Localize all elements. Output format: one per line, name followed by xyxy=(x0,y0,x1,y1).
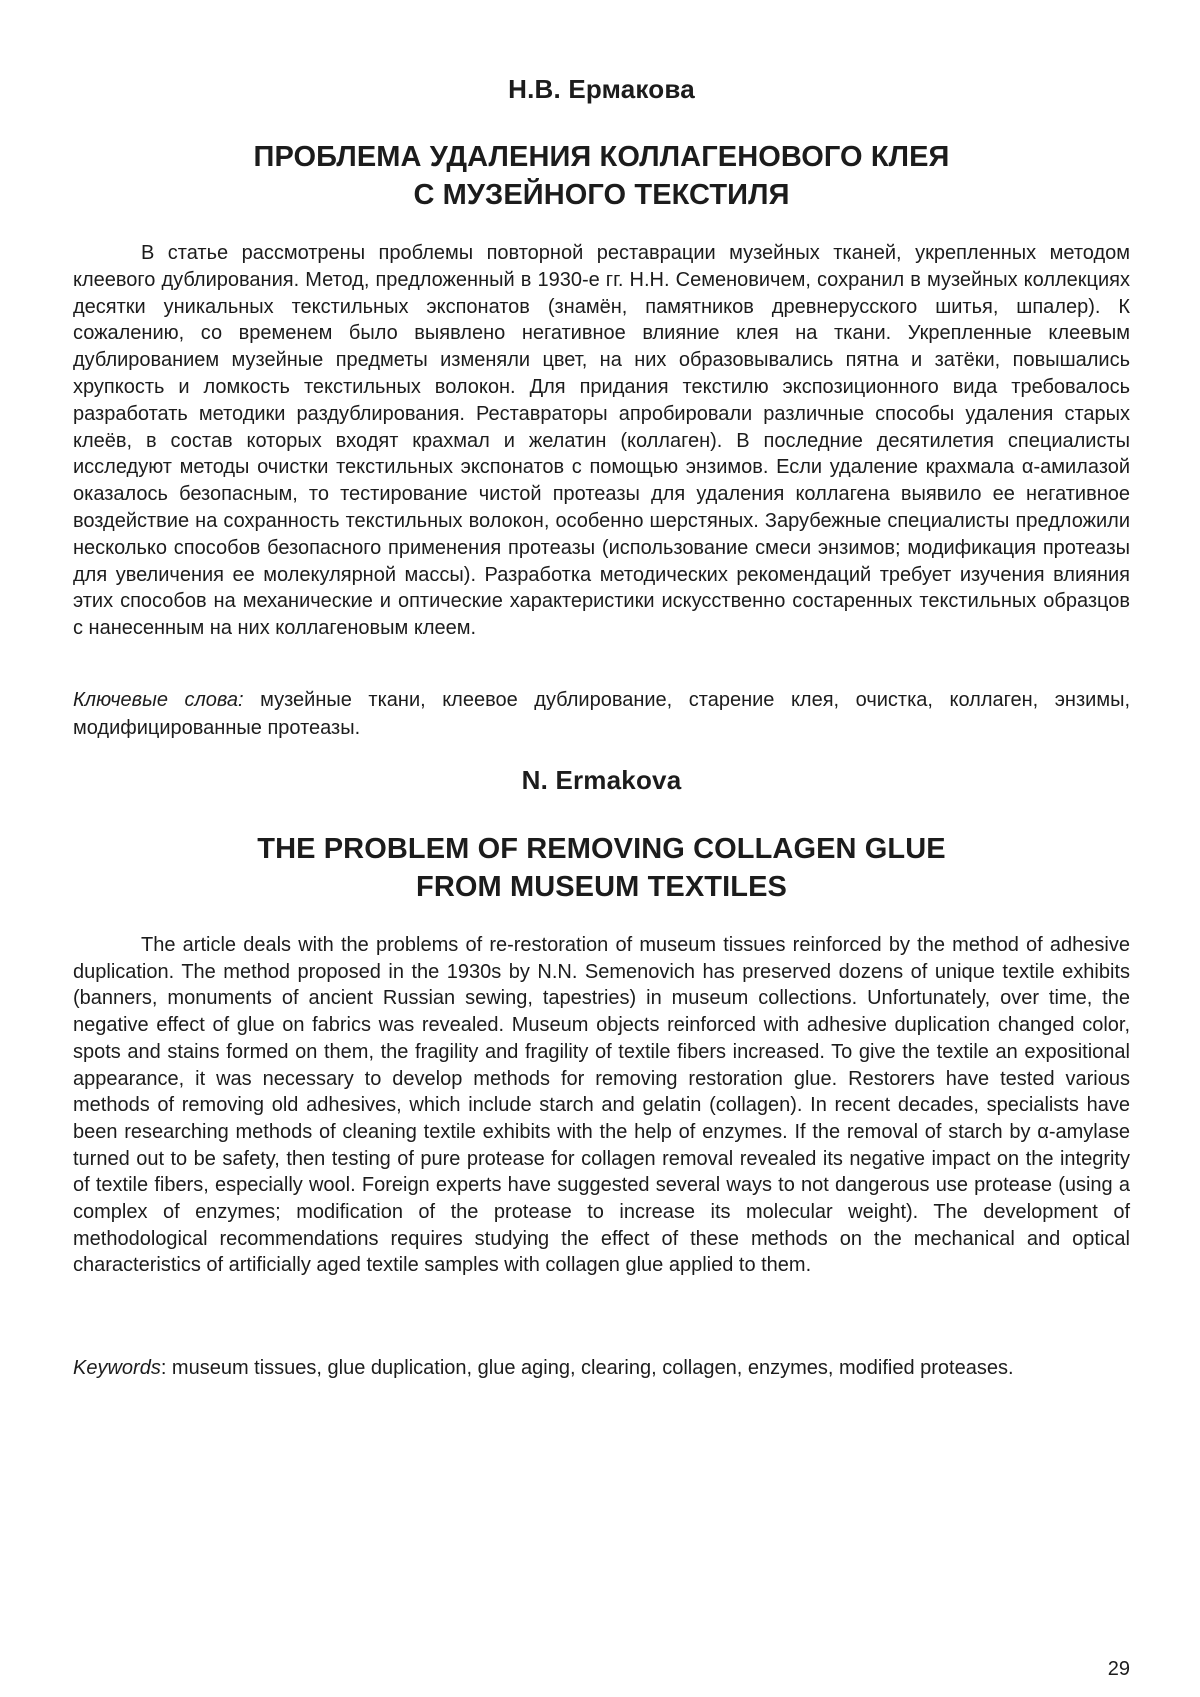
article-title-ru xyxy=(73,138,1130,214)
title-line-2-en: FROM MUSEUM TEXTILES xyxy=(416,871,787,903)
title-line-2-ru: С МУЗЕЙНОГО ТЕКСТИЛЯ xyxy=(413,179,790,211)
keywords-label-en: Keywords xyxy=(73,1357,161,1379)
author-name-ru: Н.В. Ермакова xyxy=(508,74,695,104)
page-number: 29 xyxy=(1107,1658,1130,1680)
article-page xyxy=(73,0,1130,1697)
title-line-1-en: THE PROBLEM OF REMOVING COLLAGEN GLUE xyxy=(257,833,946,865)
keywords-text-en: : museum tissues, glue duplication, glue aging, clearing, collagen, enzymes, modified proteases. xyxy=(160,1357,1014,1379)
keywords-text-ru: музейные ткани, клеевое дублирование, старение клея, очистка, коллаген, энзимы, модифицированные протеазы. xyxy=(73,689,1130,739)
keywords-label-ru: Ключевые слова: xyxy=(73,689,244,711)
abstract-ru: В статье рассмотрены проблемы повторной реставрации музейных тканей, укрепленных методом клеевого дублирования. Метод, предложенный в 1930-е гг. Н.Н. Семеновичем, сохранил в музейных коллекциях десятки уникальных текстильных экспонатов (знамён, памятников древнерусского шитья, шпалер). К сожалению, со временем было выявлено негативное влияние клея на ткани. Укрепленные клеевым дублированием музейные предметы изменяли цвет, на них образовывались пятна и затёки, повышались хрупкость и ломкость текстильных волокон. Для придания текстилю экспозиционного вида требовалось разработать методики раздублирования. Реставраторы апробировали различные способы удаления старых клеёв, в состав которых входят крахмал и желатин (коллаген). В последние десятилетия специалисты исследуют методы очистки текстильных экспонатов с помощью энзимов. Если удаление крахмала α-амилазой оказалось безопасным, то тестирование чистой протеазы для удаления коллагена выявило ее негативное воздействие на сохранность текстильных волокон, особенно шерстяных. Зарубежные специалисты предложили несколько способов безопасного применения протеазы (использование смеси энзимов; модификация протеазы для увеличения ее молекулярной массы). Разработка методических рекомендаций требует изучения влияния этих способов на механические и оптические характеристики искусственно состаренных текстильных образцов с нанесенным на них коллагеновым клеем. xyxy=(73,242,1130,640)
title-line-1-ru: ПРОБЛЕМА УДАЛЕНИЯ КОЛЛАГЕНОВОГО КЛЕЯ xyxy=(253,141,950,173)
keywords-ru xyxy=(73,686,1130,742)
author-name-en: N. Ermakova xyxy=(521,765,682,795)
keywords-en xyxy=(73,1354,1130,1382)
article-title-en xyxy=(73,830,1130,906)
abstract-en: The article deals with the problems of re-restoration of museum tissues reinforced by the method of adhesive duplication. The method proposed in the 1930s by N.N. Semenovich has preserved dozens of unique textile exhibits (banners, monuments of ancient Russian sewing, tapestries) in museum collections. Unfortunately, over time, the negative effect of glue on fabrics was revealed. Museum objects reinforced with adhesive duplication changed color, spots and stains formed on them, the fragility and fragility of textile fibers increased. To give the textile an expositional appearance, it was necessary to develop methods for removing restoration glue. Restorers have tested various methods of removing old adhesives, which include starch and gelatin (collagen). In recent decades, specialists have been researching methods of cleaning textile exhibits with the help of enzymes. If the removal of starch by α-amylase turned out to be safety, then testing of pure protease for collagen removal revealed its negative impact on the integrity of textile fibers, especially wool. Foreign experts have suggested several ways to not dangerous use protease (using a complex of enzymes; modification of the protease to increase its molecular weight). The development of methodological recommendations requires studying the effect of these methods on the mechanical and optical characteristics of artificially aged textile samples with collagen glue applied to them. xyxy=(73,934,1130,1277)
